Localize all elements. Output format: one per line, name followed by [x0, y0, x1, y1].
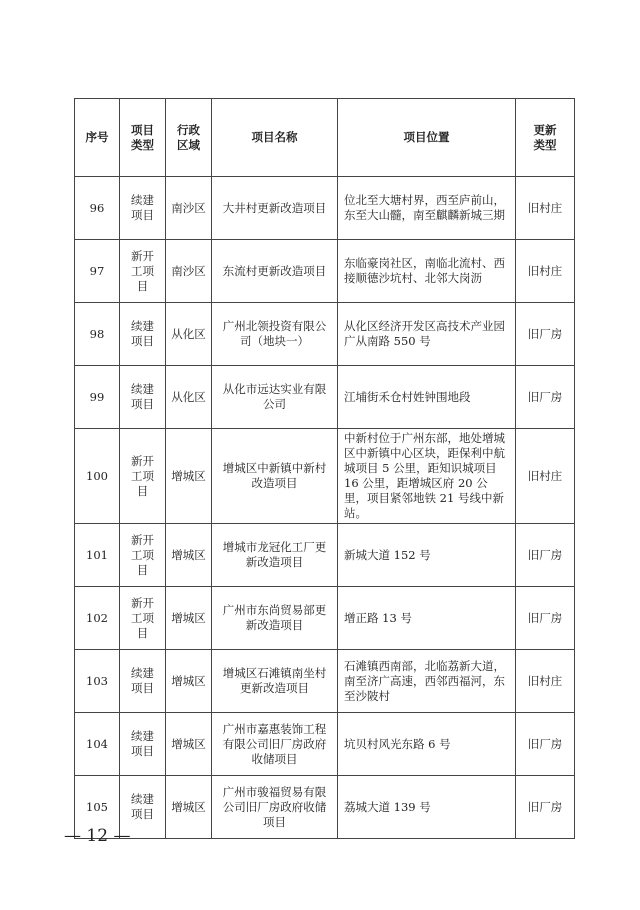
- cell-district-text: 南沙区: [171, 200, 206, 215]
- cell-seq: [75, 587, 120, 650]
- cell-seq-text: 101: [86, 547, 108, 562]
- cell-project-location: [338, 776, 516, 839]
- cell-project-type-text: 续建 项目: [131, 666, 154, 695]
- cell-project-location-text: 新城大道 152 号: [344, 547, 431, 562]
- cell-project-type: [120, 366, 166, 429]
- cell-project-location-text: 中新村位于广州东部，地处增城区中新镇中心区块，距保利中航城项目 5 公里，距知识城项目 16 公里，距增城区府 20 公里，项目紧邻地铁 21 号线中新站。: [344, 431, 505, 520]
- cell-project-type: [120, 303, 166, 366]
- cell-update-type: [516, 713, 575, 776]
- table-row: [75, 776, 575, 839]
- cell-seq: [75, 650, 120, 713]
- cell-project-type: [120, 524, 166, 587]
- cell-seq-text: 104: [86, 736, 108, 751]
- table-header-row: [75, 99, 575, 177]
- cell-district: [166, 177, 212, 240]
- cell-project-location-text: 石滩镇西南部，北临荔新大道，南至济广高速，西邻西福河，东至沙陂村: [344, 658, 505, 703]
- cell-district-text: 增城区: [171, 673, 206, 688]
- table-row: [75, 650, 575, 713]
- cell-update-type-text: 旧村庄: [527, 263, 563, 278]
- page-number: — 12 —: [64, 826, 131, 846]
- header-location: 项目位置: [338, 99, 516, 177]
- cell-project-name: [212, 713, 338, 776]
- cell-seq-text: 99: [89, 389, 105, 404]
- table-row: [75, 240, 575, 303]
- cell-project-location-text: 东临豪岗社区，南临北流村、西接顺德沙坑村、北邻大岗沥: [344, 256, 505, 285]
- cell-project-name: [212, 177, 338, 240]
- cell-project-location-text: 增正路 13 号: [344, 610, 412, 625]
- header-name: 项目名称: [212, 99, 338, 177]
- cell-update-type: [516, 177, 575, 240]
- cell-update-type-text: 旧厂房: [527, 736, 563, 751]
- cell-project-type: [120, 177, 166, 240]
- table-row: [75, 303, 575, 366]
- cell-project-type: [120, 650, 166, 713]
- cell-project-type: [120, 713, 166, 776]
- cell-district: [166, 429, 212, 524]
- cell-project-type-text: 续建 项目: [131, 193, 154, 222]
- cell-update-type: [516, 776, 575, 839]
- cell-district: [166, 713, 212, 776]
- cell-project-type-text: 新开 工项 目: [131, 248, 154, 293]
- header-update-type: 更新 类型: [516, 99, 575, 177]
- header-seq: 序号: [75, 99, 120, 177]
- cell-project-name: [212, 776, 338, 839]
- cell-project-type: [120, 429, 166, 524]
- cell-update-type-text: 旧厂房: [527, 326, 563, 341]
- cell-update-type: [516, 650, 575, 713]
- cell-seq: [75, 177, 120, 240]
- cell-district-text: 增城区: [171, 736, 206, 751]
- cell-project-location: [338, 177, 516, 240]
- cell-update-type-text: 旧村庄: [527, 468, 563, 483]
- cell-district-text: 从化区: [171, 326, 206, 341]
- cell-seq-text: 100: [86, 468, 108, 483]
- cell-project-name-text: 增城市龙冠化工厂更新改造项目: [222, 540, 327, 569]
- cell-update-type-text: 旧厂房: [527, 389, 563, 404]
- cell-district: [166, 650, 212, 713]
- cell-update-type: [516, 587, 575, 650]
- cell-district-text: 增城区: [171, 547, 206, 562]
- cell-project-location-text: 坑贝村风光东路 6 号: [344, 736, 451, 751]
- cell-seq: [75, 366, 120, 429]
- cell-project-name-text: 从化市远达实业有限公司: [222, 382, 327, 411]
- cell-district: [166, 587, 212, 650]
- cell-project-type-text: 新开 工项 目: [131, 532, 154, 577]
- cell-project-name: [212, 303, 338, 366]
- cell-project-name: [212, 524, 338, 587]
- table-row: [75, 177, 575, 240]
- cell-update-type: [516, 240, 575, 303]
- cell-project-name-text: 广州市东尚贸易部更新改造项目: [222, 603, 327, 632]
- cell-update-type-text: 旧厂房: [527, 799, 563, 814]
- cell-project-name: [212, 366, 338, 429]
- cell-project-name-text: 增城区中新镇中新村改造项目: [222, 461, 327, 490]
- cell-update-type-text: 旧村庄: [527, 200, 563, 215]
- cell-project-type-text: 续建 项目: [131, 382, 154, 411]
- cell-update-type-text: 旧厂房: [527, 610, 563, 625]
- cell-project-location-text: 位北至大塘村界，西至庐前山，东至大山髓，南至麒麟新城三期: [344, 193, 505, 222]
- cell-district: [166, 240, 212, 303]
- cell-update-type: [516, 524, 575, 587]
- cell-project-name-text: 增城区石滩镇南坐村更新改造项目: [222, 666, 327, 695]
- cell-project-type-text: 续建 项目: [131, 319, 154, 348]
- cell-project-name-text: 广州市嘉惠装饰工程有限公司旧厂房政府收储项目: [222, 721, 327, 766]
- cell-seq: [75, 303, 120, 366]
- cell-project-type-text: 续建 项目: [131, 729, 154, 758]
- cell-update-type: [516, 429, 575, 524]
- cell-district: [166, 776, 212, 839]
- cell-project-location: [338, 524, 516, 587]
- cell-seq-text: 98: [89, 326, 105, 341]
- cell-district-text: 南沙区: [171, 263, 206, 278]
- cell-seq-text: 103: [86, 673, 108, 688]
- cell-project-type: [120, 587, 166, 650]
- cell-project-location: [338, 587, 516, 650]
- cell-project-name-text: 大井村更新改造项目: [222, 200, 327, 215]
- cell-seq: [75, 240, 120, 303]
- cell-district-text: 增城区: [171, 799, 206, 814]
- header-district: 行政 区域: [166, 99, 212, 177]
- cell-update-type-text: 旧村庄: [527, 673, 563, 688]
- cell-seq-text: 102: [86, 610, 108, 625]
- cell-district: [166, 524, 212, 587]
- cell-district-text: 增城区: [171, 610, 206, 625]
- cell-update-type: [516, 303, 575, 366]
- cell-project-location: [338, 429, 516, 524]
- cell-seq: [75, 524, 120, 587]
- cell-project-name-text: 广州北领投资有限公司（地块一）: [222, 319, 327, 348]
- cell-project-location: [338, 366, 516, 429]
- cell-project-location: [338, 650, 516, 713]
- cell-district-text: 增城区: [171, 468, 206, 483]
- cell-project-type-text: 续建 项目: [131, 792, 154, 821]
- cell-district: [166, 366, 212, 429]
- header-type: 项目 类型: [120, 99, 166, 177]
- cell-seq: [75, 713, 120, 776]
- cell-project-location: [338, 240, 516, 303]
- cell-seq: [75, 429, 120, 524]
- cell-project-name: [212, 650, 338, 713]
- project-table: [74, 98, 575, 839]
- cell-project-name-text: 广州市骏福贸易有限公司旧厂房政府收储项目: [222, 784, 327, 829]
- table-row: [75, 587, 575, 650]
- cell-project-name: [212, 240, 338, 303]
- cell-project-type-text: 新开 工项 目: [131, 453, 154, 498]
- cell-project-name: [212, 587, 338, 650]
- cell-seq-text: 96: [89, 200, 105, 215]
- cell-project-type: [120, 240, 166, 303]
- cell-project-name-text: 东流村更新改造项目: [222, 263, 327, 278]
- cell-update-type: [516, 366, 575, 429]
- cell-project-name: [212, 429, 338, 524]
- cell-project-type-text: 新开 工项 目: [131, 595, 154, 640]
- cell-update-type-text: 旧厂房: [527, 547, 563, 562]
- cell-district: [166, 303, 212, 366]
- table-row: [75, 366, 575, 429]
- table-row: [75, 524, 575, 587]
- cell-project-location: [338, 303, 516, 366]
- cell-project-location: [338, 713, 516, 776]
- cell-project-location-text: 江埔街禾仓村姓钟围地段: [344, 389, 471, 404]
- cell-district-text: 从化区: [171, 389, 206, 404]
- cell-project-location-text: 从化区经济开发区高技术产业园广从南路 550 号: [344, 319, 505, 348]
- table-row: [75, 429, 575, 524]
- cell-project-location-text: 荔城大道 139 号: [344, 799, 431, 814]
- cell-seq-text: 105: [86, 799, 108, 814]
- cell-seq-text: 97: [89, 263, 105, 278]
- table-row: [75, 713, 575, 776]
